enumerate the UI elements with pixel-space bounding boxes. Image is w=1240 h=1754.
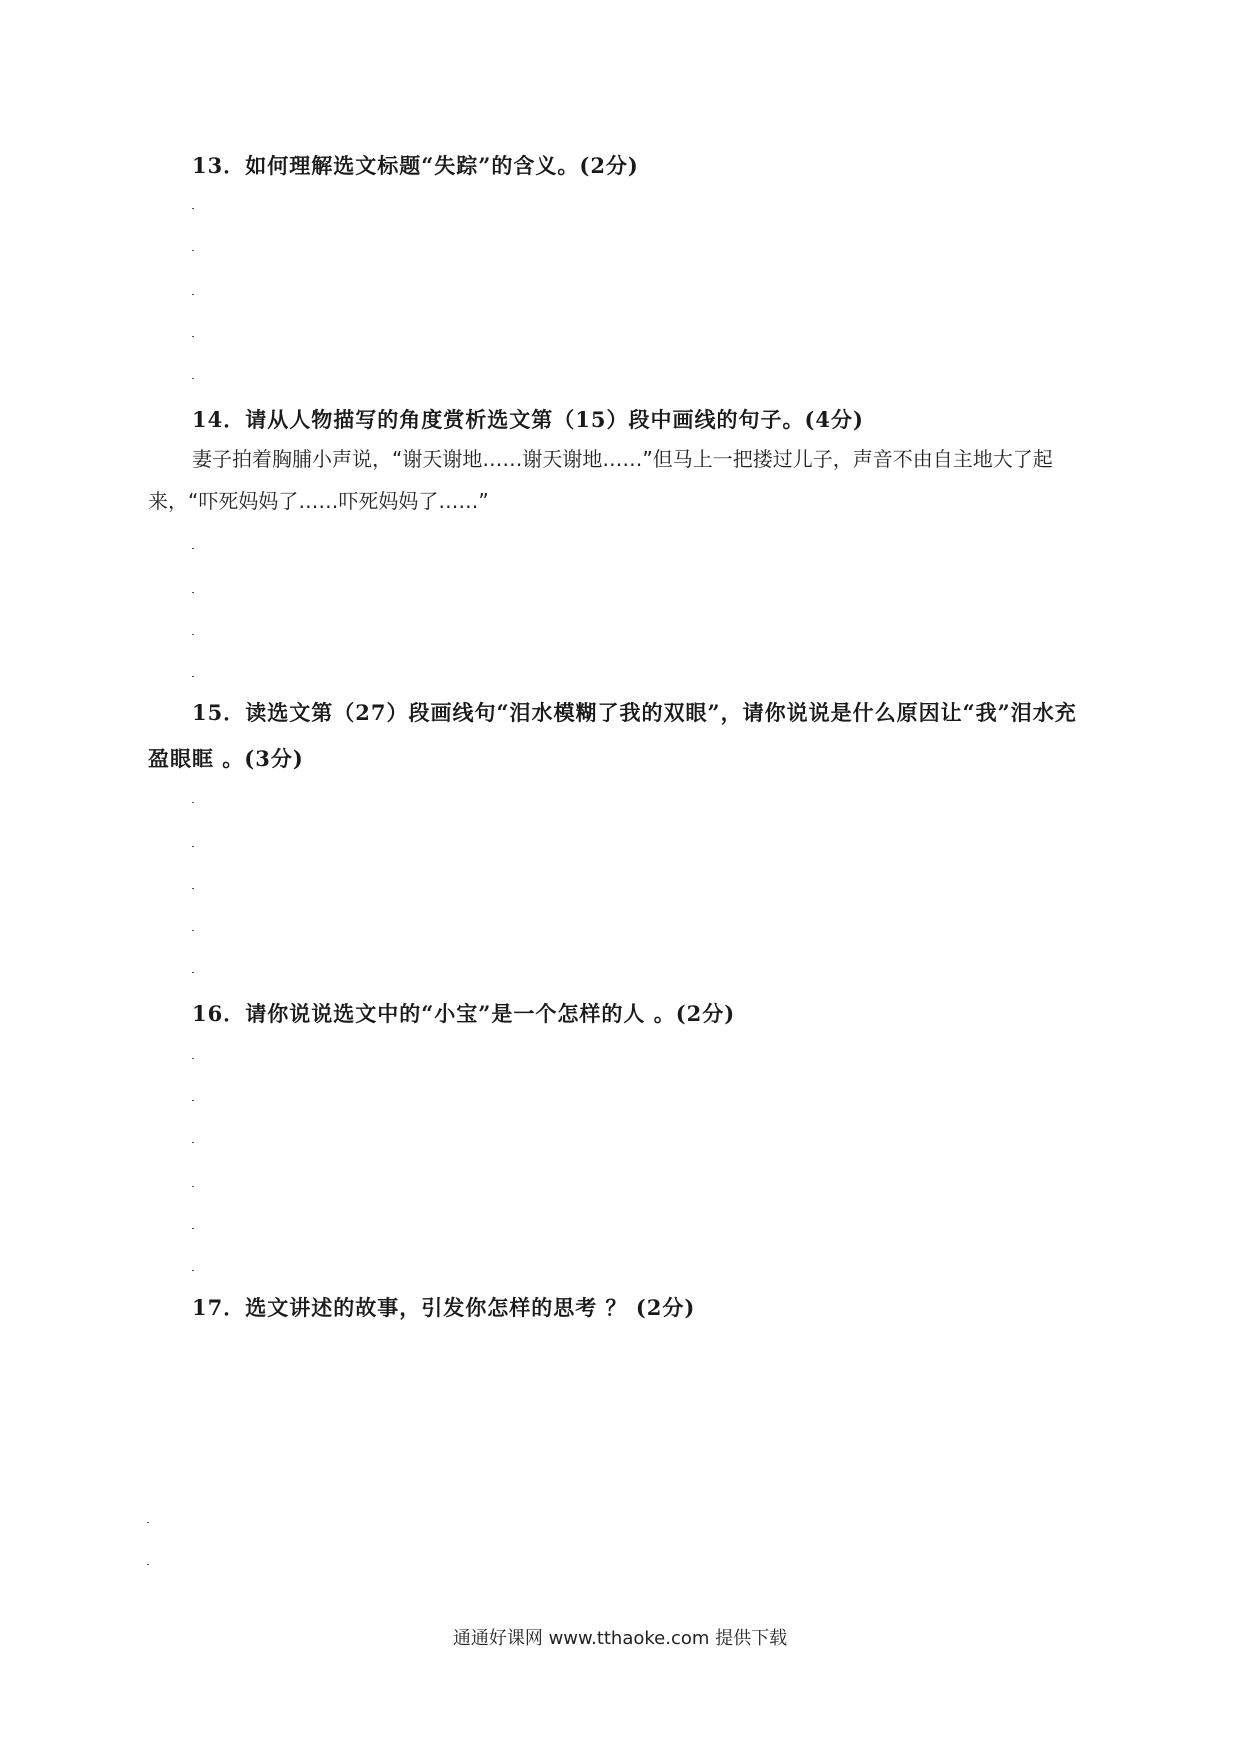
answer-line-mark bbox=[192, 1270, 194, 1271]
answer-line-mark bbox=[192, 846, 194, 847]
question-16: 16．请你说说选文中的“小宝”是一个怎样的人 。(2分) bbox=[192, 1001, 736, 1026]
answer-line-mark bbox=[192, 888, 194, 889]
answer-line-mark bbox=[192, 676, 194, 677]
answer-line-mark bbox=[192, 592, 194, 593]
answer-line-mark bbox=[192, 1058, 194, 1059]
answer-line-mark bbox=[192, 1100, 194, 1101]
answer-line-mark bbox=[192, 1186, 194, 1187]
question-14: 14．请从人物描写的角度赏析选文第（15）段中画线的句子。(4分) bbox=[192, 407, 864, 432]
answer-line-mark bbox=[192, 294, 194, 295]
answer-line-mark bbox=[192, 548, 194, 549]
question-14-quote: 妻子拍着胸脯小声说，“谢天谢地……谢天谢地……”但马上一把搂过儿子，声音不由自主地大了起来，“吓死妈妈了……吓死妈妈了……” bbox=[148, 447, 1053, 513]
answer-line-mark bbox=[147, 1564, 149, 1565]
question-17: 17．选文讲述的故事，引发你怎样的思考 ？ (2分) bbox=[192, 1295, 696, 1320]
answer-line-mark bbox=[192, 378, 194, 379]
answer-line-mark bbox=[147, 1522, 149, 1523]
answer-line-mark bbox=[192, 250, 194, 251]
answer-line-mark bbox=[192, 634, 194, 635]
answer-line-mark bbox=[192, 972, 194, 973]
page-footer: 通通好课网 www.tthaoke.com 提供下载 bbox=[452, 1628, 788, 1649]
answer-line-mark bbox=[192, 208, 194, 209]
answer-line-mark bbox=[192, 930, 194, 931]
question-15: 15．读选文第（27）段画线句“泪水模糊了我的双眼”，请你说说是什么原因让“我”泪水充盈眼眶 。(3分) bbox=[148, 700, 1077, 771]
answer-line-mark bbox=[192, 802, 194, 803]
answer-line-mark bbox=[192, 1142, 194, 1143]
question-13: 13．如何理解选文标题“失踪”的含义。(2分) bbox=[192, 153, 639, 178]
answer-line-mark bbox=[192, 1228, 194, 1229]
answer-line-mark bbox=[192, 336, 194, 337]
